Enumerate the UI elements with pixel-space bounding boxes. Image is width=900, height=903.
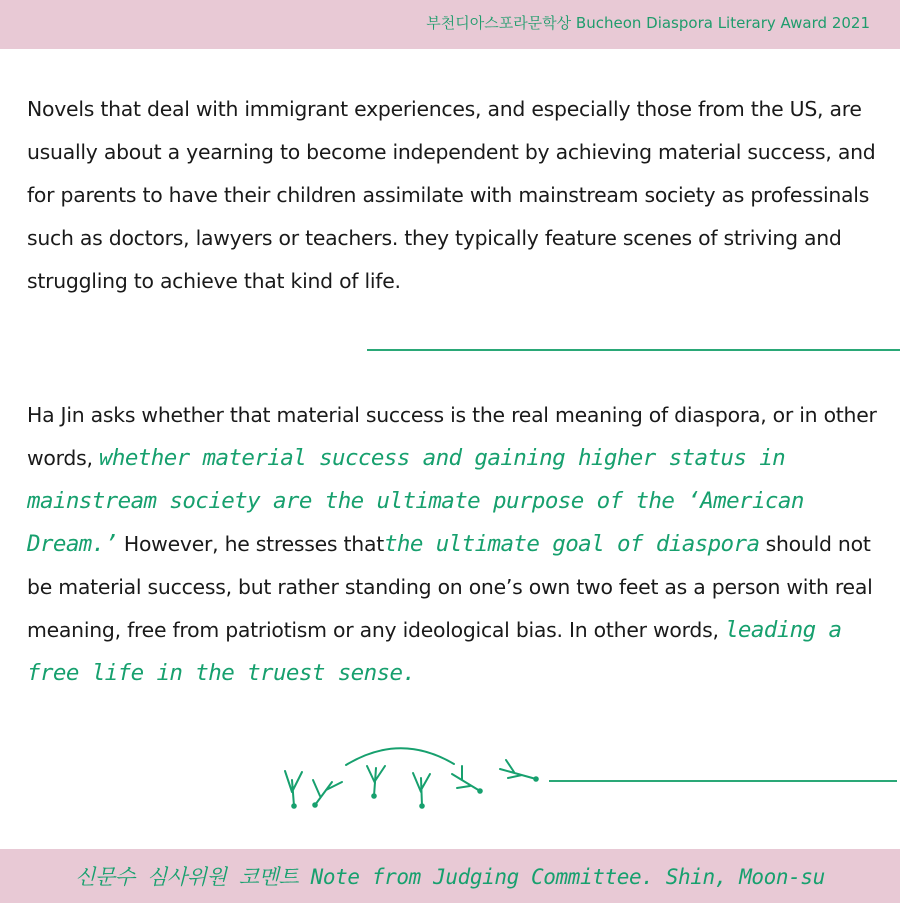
handwritten-highlight-1: whether material success and gaining higher status in mainstream society are the ultimate purpose of the ‘American Dream.’ xyxy=(27,445,804,557)
signature-line xyxy=(549,780,897,782)
paragraph-immigrant-novels: Novels that deal with immigrant experiences, and especially those from the US, are usually about a yearning to become independent by achieving material success, and for parents to have their children assimilate with mainstream society as professinals such as doctors, lawyers or teachers. they typically feature scenes of striving and struggling to achieve that kind of life. xyxy=(27,97,876,293)
sprout-doodle-icon xyxy=(282,738,544,814)
divider-line xyxy=(367,349,900,351)
paragraph-text-1: Ha Jin asks whether that material success is the real meaning of diaspora, or in other words, xyxy=(27,403,877,470)
handwritten-highlight-2: the ultimate goal of diaspora xyxy=(383,531,760,557)
award-title: 부천디아스포라문학상 Bucheon Diaspora Literary Award 2021 xyxy=(426,14,870,32)
paragraph-text-3: should not be material success, but rather standing on one’s own two feet as a person with real meaning, free from patriotism or any ideological bias. In other words, xyxy=(27,532,873,642)
judging-note: 신문수 심사위원 코멘트 Note from Judging Committee. Shin, Moon-su xyxy=(75,865,825,889)
handwritten-highlight-3: leading a free life in the truest sense. xyxy=(27,617,842,686)
footer-band xyxy=(0,849,900,903)
paragraph-ha-jin xyxy=(27,394,895,695)
header-band xyxy=(0,0,900,49)
paragraph-text-2: However, he stresses that xyxy=(117,532,384,556)
